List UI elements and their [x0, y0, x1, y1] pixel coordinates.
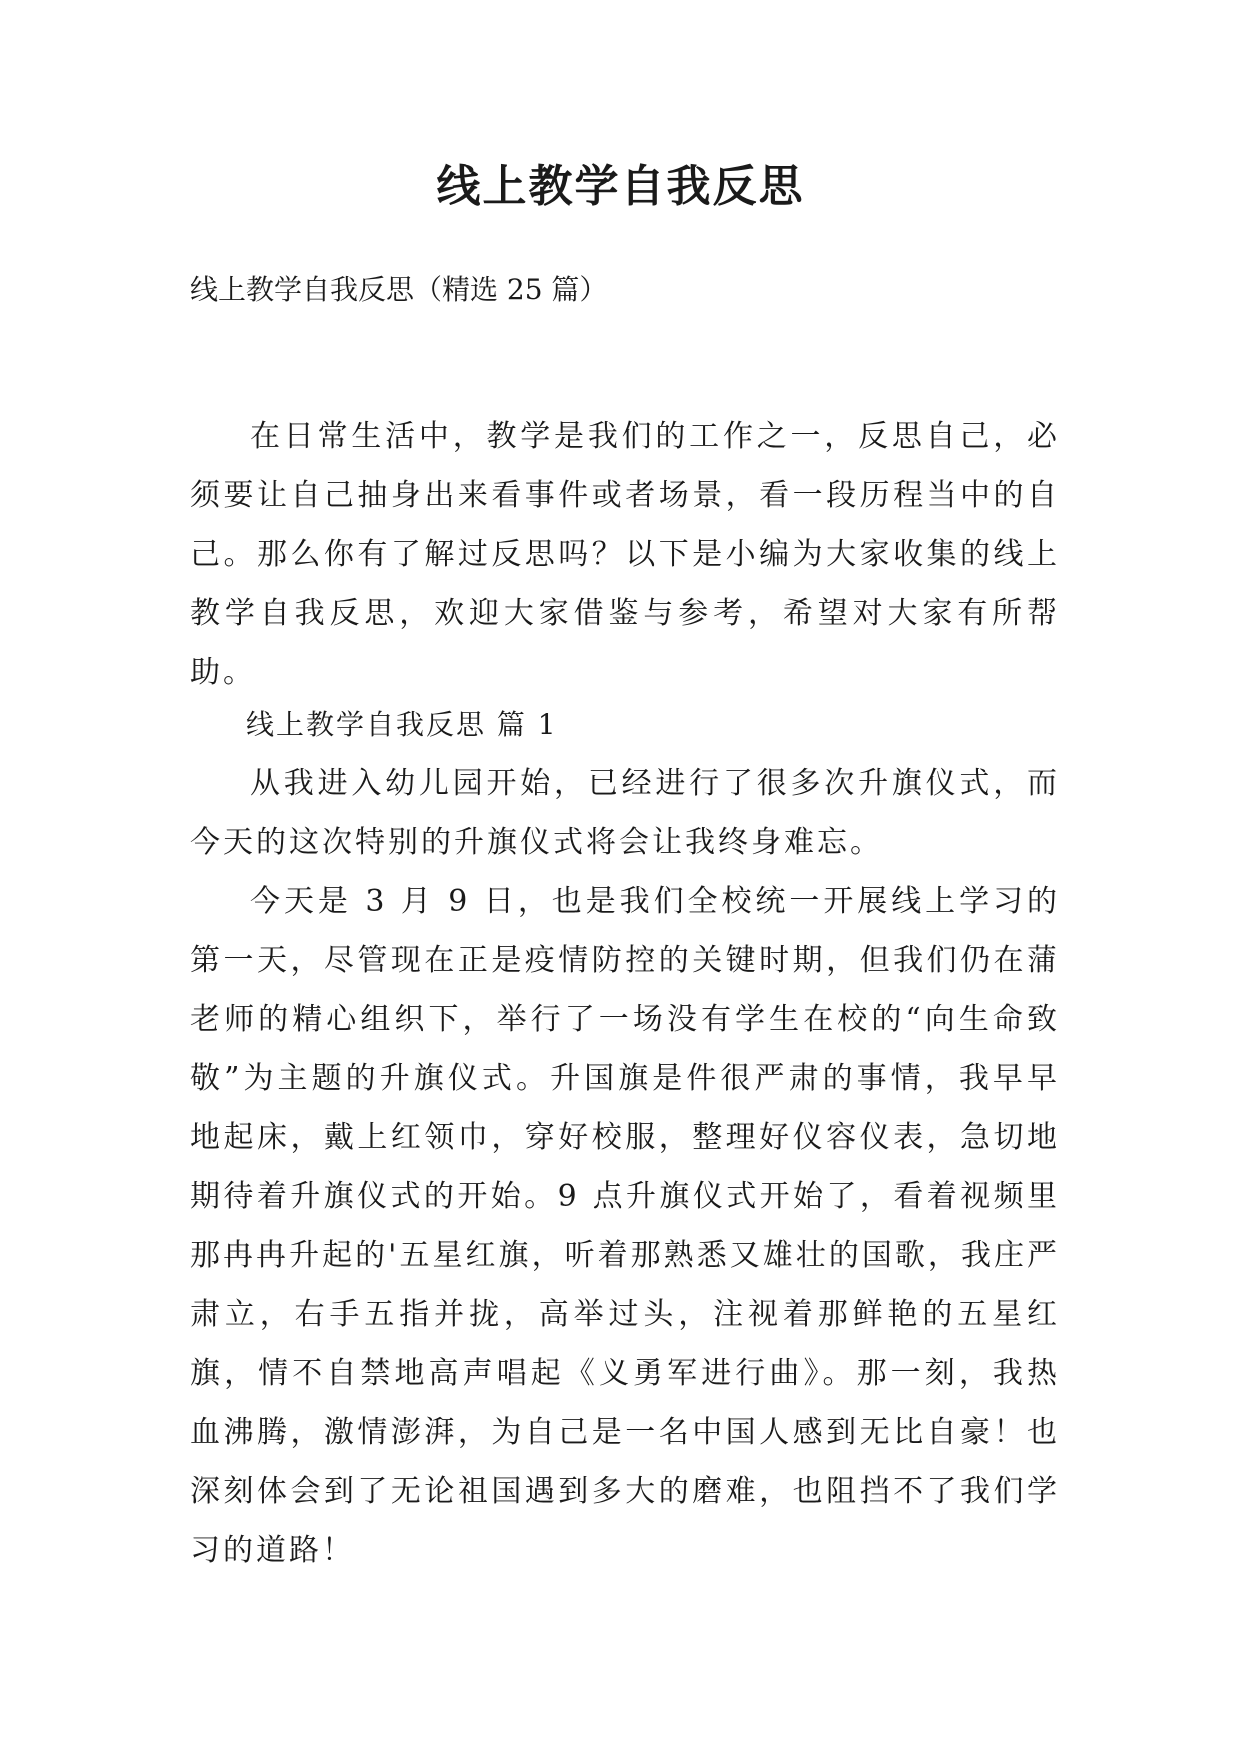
intro-paragraph: 在日常生活中，教学是我们的工作之一，反思自己，必须要让自己抽身出来看事件或者场景，看一段历程当中的自己。那么你有了解过反思吗？以下是小编为大家收集的线上教学自我反思，欢迎大家借鉴与参考，希望对大家有所帮助。	[190, 419, 1060, 690]
document-title: 线上教学自我反思	[436, 161, 805, 212]
intro-block	[190, 407, 1060, 702]
section-heading: 线上教学自我反思 篇 1	[246, 708, 558, 741]
document-subtitle: 线上教学自我反思（精选 25 篇）	[190, 273, 608, 306]
body-paragraph-1: 从我进入幼儿园开始，已经进行了很多次升旗仪式，而今天的这次特别的升旗仪式将会让我终身难忘。	[190, 766, 1060, 860]
section-1	[190, 695, 1060, 1580]
body-paragraph-2: 今天是 3 月 9 日，也是我们全校统一开展线上学习的第一天，尽管现在正是疫情防控的关键时期，但我们仍在蒲老师的精心组织下，举行了一场没有学生在校的“向生命致敬”为主题的升旗仪式。升国旗是件很严肃的事情，我早早地起床，戴上红领巾，穿好校服，整理好仪容仪表，急切地期待着升旗仪式的开始。9 点升旗仪式开始了，看着视频里那冉冉升起的'五星红旗，听着那熟悉又雄壮的国歌，我庄严肃立，右手五指并拢，高举过头，注视着那鲜艳的五星红旗，情不自禁地高声唱起《义勇军进行曲》。那一刻，我热血沸腾，激情澎湃，为自己是一名中国人感到无比自豪！也深刻体会到了无论祖国遇到多大的磨难，也阻挡不了我们学习的道路！	[190, 884, 1060, 1568]
